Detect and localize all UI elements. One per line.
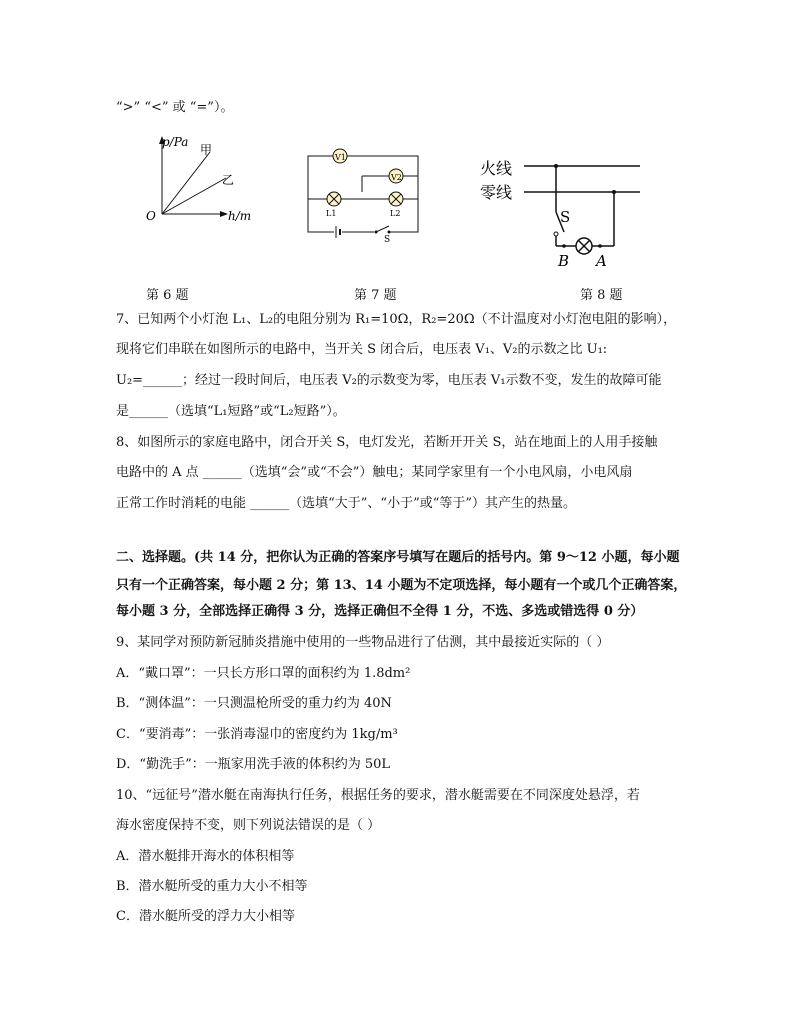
lamp-icon: [576, 238, 592, 254]
q7-line-2: 现将它们串联在如图所示的电路中，当开关 S 闭合后，电压表 V₁、V₂的示数之比 U₁:: [116, 342, 608, 357]
q9-stem: 9、某同学对预防新冠肺炎措施中使用的一些物品进行了估测，其中最接近实际的（ ）: [116, 635, 610, 650]
figure-7-caption: 第 7 题: [354, 288, 397, 303]
q9-option-b: B．“测体温”：一只测温枪所受的重力约为 40N: [116, 696, 392, 711]
fig6-ylabel: p/Pa: [162, 135, 189, 149]
q10-line-1: 10、“远征号”潜水艇在南海执行任务，根据任务的要求，潜水艇需要在不同深度处悬浮，若: [116, 788, 640, 803]
q10-option-a: A．潜水艇排开海水的体积相等: [116, 849, 295, 864]
q10-option-c: C．潜水艇所受的浮力大小相等: [116, 909, 295, 924]
fig8-switch-label: S: [560, 208, 571, 226]
fig6-line1-label: 甲: [200, 143, 213, 157]
lamp-l2-icon: [389, 192, 403, 206]
section-2-line-2: 只有一个正确答案，每小题 2 分；第 13、14 小题为不定项选择，每小题有一个或几个正确答案，: [116, 578, 687, 593]
q7-line-3: U₂=______；经过一段时间后，电压表 V₂的示数变为零，电压表 V₁示数不变，发生的故障可能: [116, 373, 662, 388]
figure-6-caption: 第 6 题: [146, 288, 189, 303]
q8-line-3: 正常工作时消耗的电能 ______（选填“大于”、“小于”或“等于”）其产生的热量。: [116, 496, 577, 511]
figure-6-pressure-graph: [140, 132, 260, 232]
q7-line-1: 7、已知两个小灯泡 L₁、L₂的电阻分别为 R₁=10Ω，R₂=20Ω（不计温度对小灯泡电阻的影响），: [116, 312, 677, 327]
fig7-l2-label: L2: [390, 209, 401, 218]
q8-line-2: 电路中的 A 点 ______（选填“会”或“不会”）触电；某同学家里有一个小电风扇，小电风扇: [116, 465, 633, 480]
fig6-line2-label: 乙: [222, 173, 235, 187]
fig7-switch-label: S: [384, 235, 391, 242]
point-b-label: B: [558, 252, 570, 270]
figure-8-household-circuit: [476, 152, 646, 274]
section-2-line-1: 二、选择题。(共 14 分，把你认为正确的答案序号填写在题后的括号内。第 9～12 小题，每小题: [116, 550, 680, 565]
section-2-line-3: 每小题 3 分，全部选择正确得 3 分，选择正确但不全得 1 分，不选、多选或错选得 0 分）: [116, 604, 644, 619]
voltmeter-v2-icon: [389, 169, 403, 183]
q9-option-a: A．“戴口罩”：一只长方形口罩的面积约为 1.8dm²: [116, 666, 411, 681]
q8-line-1: 8、如图所示的家庭电路中，闭合开关 S，电灯发光，若断开开关 S，站在地面上的人用手接触: [116, 435, 658, 450]
voltmeter-v1-icon: [333, 149, 347, 163]
lamp-l1-icon: [327, 192, 341, 206]
fig7-l1-label: L1: [326, 209, 337, 218]
live-wire-label: 火线: [480, 159, 513, 178]
q10-line-2: 海水密度保持不变，则下列说法错误的是（ ）: [116, 818, 381, 833]
question-continuation: “>” “<” 或 “=”）。: [116, 100, 234, 115]
svg-text:V2: V2: [391, 173, 402, 182]
fig6-origin: O: [146, 209, 156, 223]
q7-line-4: 是______（选填“L₁短路”或“L₂短路”）。: [116, 404, 346, 419]
fig6-xlabel: h/m: [228, 209, 252, 223]
neutral-wire-label: 零线: [480, 183, 513, 202]
figure-8-caption: 第 8 题: [580, 288, 623, 303]
q9-option-c: C．“要消毒”：一张消毒湿巾的密度约为 1kg/m³: [116, 727, 398, 742]
point-a-label: A: [596, 252, 607, 270]
q9-option-d: D．“勤洗手”：一瓶家用洗手液的体积约为 50L: [116, 757, 391, 772]
svg-text:V1: V1: [335, 153, 346, 162]
figure-7-circuit: [298, 142, 426, 242]
q10-option-b: B．潜水艇所受的重力大小不相等: [116, 879, 308, 894]
